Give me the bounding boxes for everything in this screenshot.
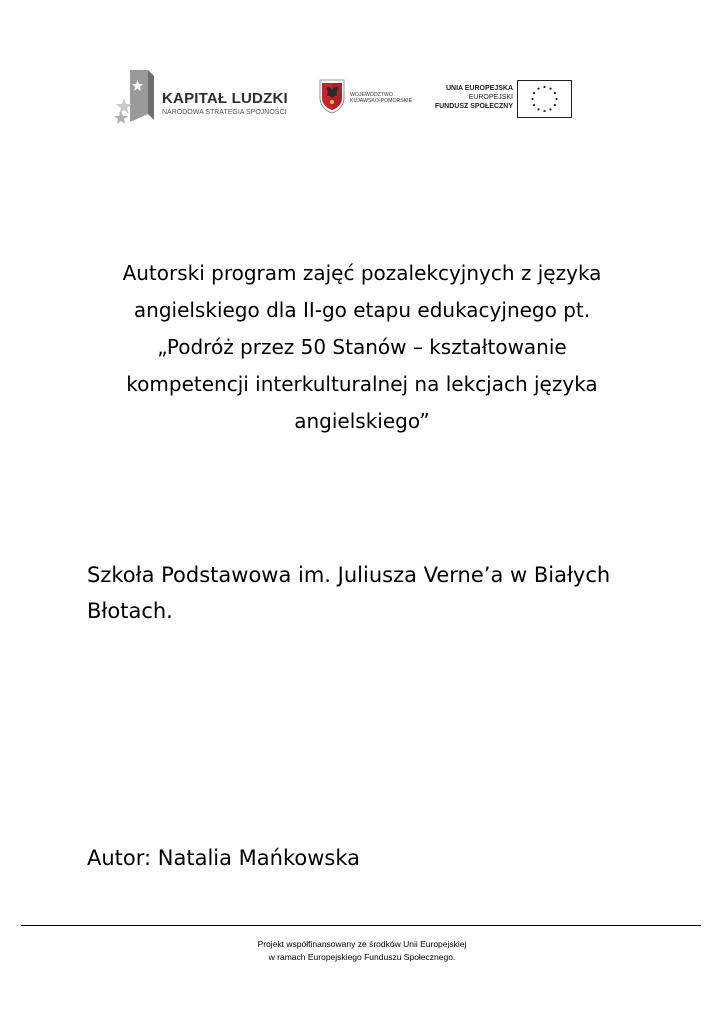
kapital-ludzki-title: KAPITAŁ LUDZKI <box>162 90 288 107</box>
wojewodztwo-line1: WOJEWÓDZTWO <box>350 92 393 98</box>
star-mark-icon <box>114 70 154 128</box>
wojewodztwo-line2: KUJAWSKO-POMORSKIE <box>350 98 413 104</box>
footer-line1: Projekt współfinansowany ze środków Unii Europejskiej <box>257 939 467 949</box>
unia-line3: FUNDUSZ SPOŁECZNY <box>434 103 513 110</box>
wojewodztwo-text <box>350 92 412 104</box>
unia-europejska-logo <box>428 80 573 122</box>
author: Autor: Natalia Mańkowska <box>87 846 360 870</box>
unia-line1: UNIA EUROPEJSKA <box>445 85 513 92</box>
school-line: Błotach. <box>87 599 173 623</box>
title-line: kompetencji interkulturalnej na lekcjach języka <box>126 372 598 396</box>
title-line: „Podróż przez 50 Stanów – kształtowanie <box>157 335 567 359</box>
kapital-ludzki-logo <box>114 70 294 128</box>
footer-note <box>162 938 562 964</box>
school-name <box>87 557 687 629</box>
unia-europejska-text <box>435 84 513 111</box>
title-line: Autorski program zajęć pozalekcyjnych z języka <box>122 261 602 285</box>
footer-line2: w ramach Europejskiego Funduszu Społecznego. <box>268 952 456 962</box>
kapital-ludzki-subtitle: NARODOWA STRATEGIA SPÓJNOŚCI <box>162 109 287 116</box>
coat-of-arms-icon <box>318 78 346 114</box>
wojewodztwo-logo <box>318 78 418 118</box>
document-title <box>60 255 664 440</box>
unia-line2: EUROPEJSKI <box>468 94 513 101</box>
school-line: Szkoła Podstawowa im. Juliusza Verne’a w Białych <box>87 563 611 587</box>
title-line: angielskiego dla II-go etapu edukacyjnego pt. <box>133 298 591 322</box>
eu-flag-icon <box>517 80 572 118</box>
footer-divider <box>21 925 701 926</box>
title-line: angielskiego” <box>294 409 430 433</box>
